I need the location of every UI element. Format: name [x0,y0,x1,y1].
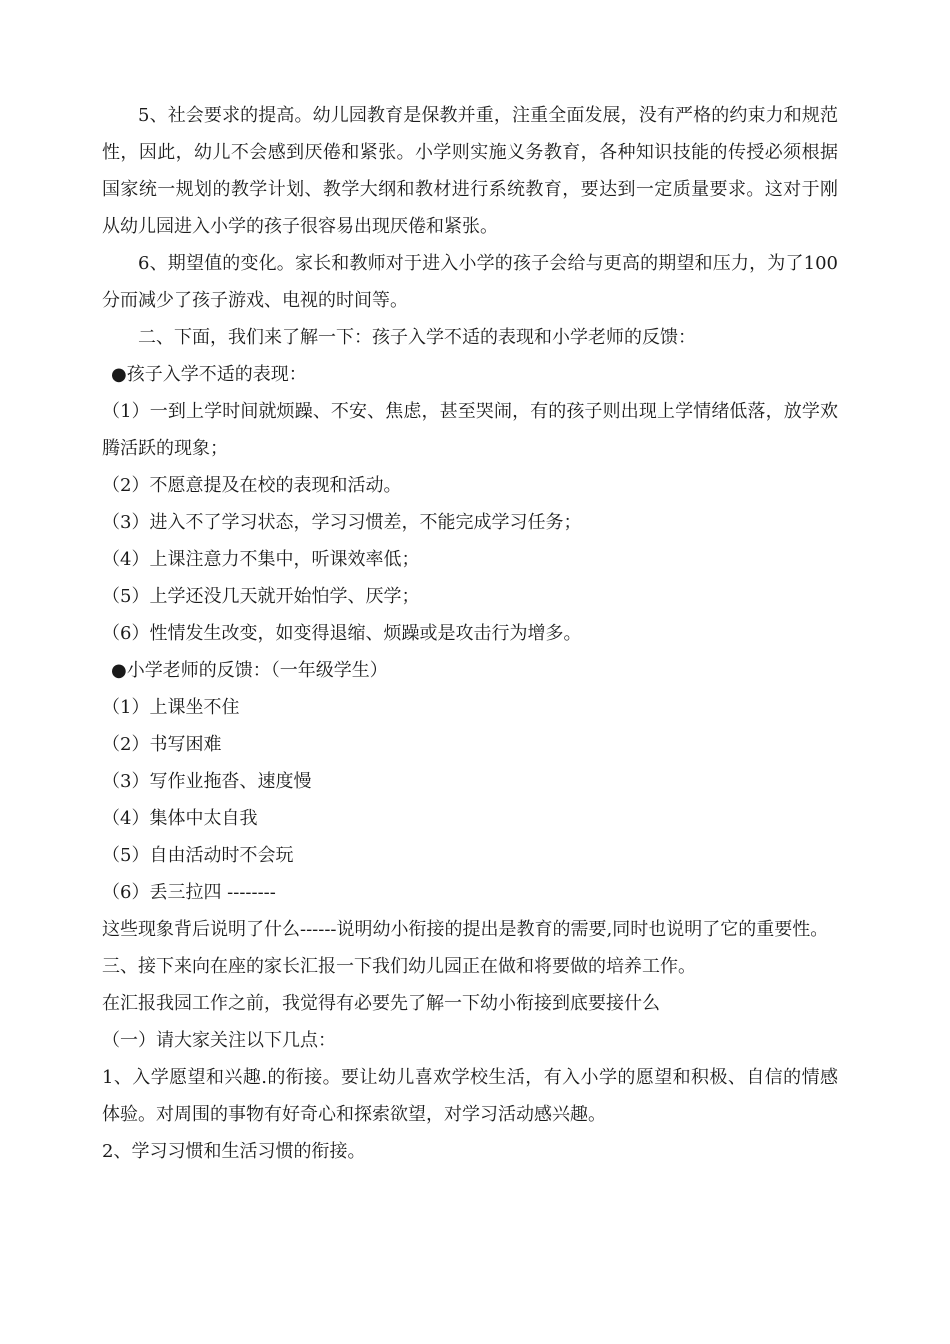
list-item: （2）不愿意提及在校的表现和活动。 [102,475,402,496]
list-item: （4）集体中太自我 [102,808,258,829]
document-body [102,97,838,1170]
list-item: （2）书写困难 [102,734,222,755]
bullet-heading-teacher-feedback: ●小学老师的反馈：（一年级学生） [111,660,388,681]
list-item: （6）性情发生改变，如变得退缩、烦躁或是攻击行为增多。 [102,623,582,644]
list-item: （1）上课坐不住 [102,697,240,718]
section-heading-three: 三、接下来向在座的家长汇报一下我们幼儿园正在做和将要做的培养工作。 [102,956,696,977]
list-item: （4）上课注意力不集中，听课效率低； [102,549,420,570]
list-item: （5）自由活动时不会玩 [102,845,294,866]
paragraph-social-requirements: 5、社会要求的提高。幼儿园教育是保教并重，注重全面发展，没有严格的约束力和规范性，因此，幼儿不会感到厌倦和紧张。小学则实施义务教育，各种知识技能的传授必须根据国家统一规划的教学计划、教学大纲和教材进行系统教育，要达到一定质量要求。这对于刚从幼儿园进入小学的孩子很容易出现厌倦和紧张。 [102,105,838,237]
bullet-heading-child-symptoms: ●孩子入学不适的表现： [111,364,307,385]
section-heading-two: 二、下面，我们来了解一下：孩子入学不适的表现和小学老师的反馈： [138,327,696,348]
list-item: （5）上学还没几天就开始怕学、厌学； [102,586,420,607]
list-item: （6）丢三拉四 -------- [102,882,276,903]
list-item: 1、入学愿望和兴趣.的衔接。要让幼儿喜欢学校生活，有入小学的愿望和积极、自信的情感体验。对周围的事物有好奇心和探索欲望，对学习活动感兴趣。 [102,1067,838,1125]
list-item: （3）写作业拖沓、速度慢 [102,771,312,792]
paragraph-expectation-change: 6、期望值的变化。家长和教师对于进入小学的孩子会给与更高的期望和压力，为了100分而减少了孩子游戏、电视的时间等。 [102,253,838,311]
paragraph-intro: 在汇报我园工作之前，我觉得有必要先了解一下幼小衔接到底要接什么 [102,993,660,1014]
list-item: 2、学习习惯和生活习惯的衔接。 [102,1141,366,1162]
subsection-heading-one: （一）请大家关注以下几点： [102,1030,336,1051]
list-item: （1）一到上学时间就烦躁、不安、焦虑，甚至哭闹，有的孩子则出现上学情绪低落，放学欢腾活跃的现象； [102,401,838,459]
paragraph-summary: 这些现象背后说明了什么------说明幼小衔接的提出是教育的需要,同时也说明了它的重要性。 [102,919,829,940]
list-item: （3）进入不了学习状态，学习习惯差，不能完成学习任务； [102,512,582,533]
